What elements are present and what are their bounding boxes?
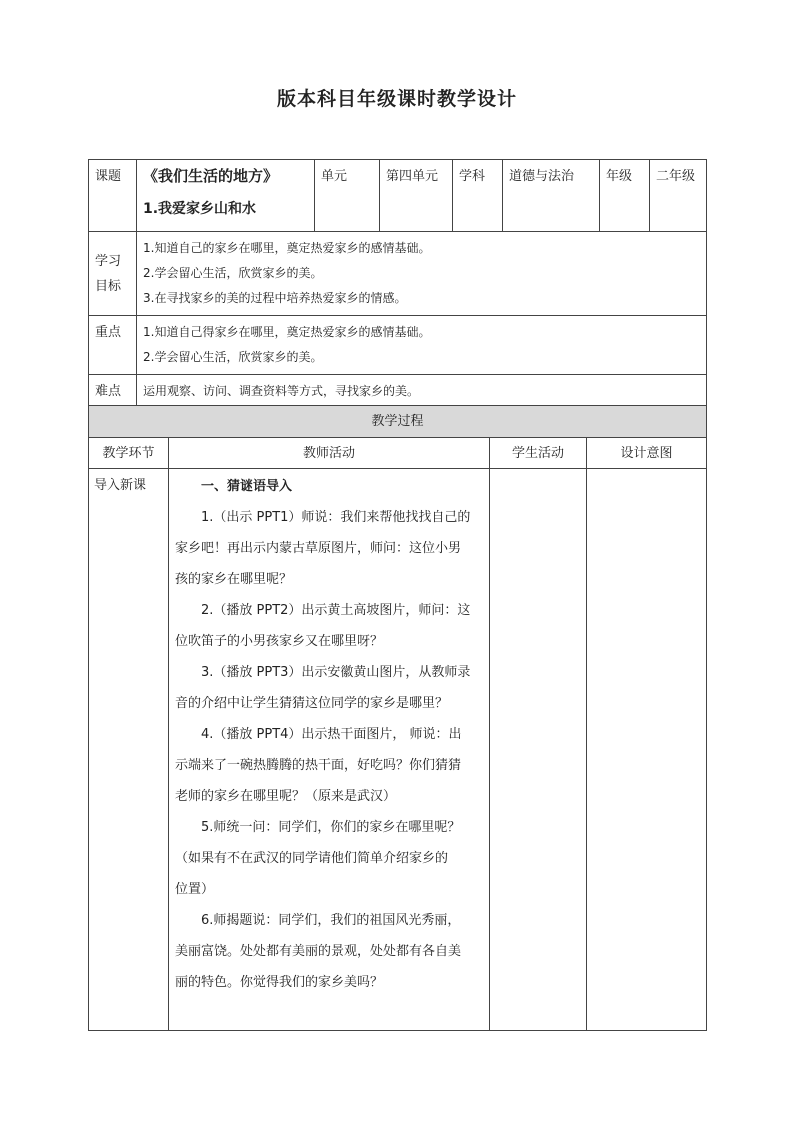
col-student-header: 学生活动 xyxy=(490,438,587,469)
key-points-row xyxy=(89,316,707,375)
col-intent-header: 设计意图 xyxy=(587,438,707,469)
goal-item: 2.学会留心生活，欣赏家乡的美。 xyxy=(143,266,323,280)
stage-name: 导入新课 xyxy=(89,469,169,1031)
key-label: 重点 xyxy=(89,316,137,375)
goal-item: 3.在寻找家乡的美的过程中培养热爱家乡的情感。 xyxy=(143,291,407,305)
grade-value: 二年级 xyxy=(650,160,707,232)
activity-line: 示端来了一碗热腾腾的热干面，好吃吗？你们猜猜 xyxy=(175,758,462,773)
activity-line: 5.师统一问：同学们，你们的家乡在哪里呢？ xyxy=(201,820,461,835)
subject-value: 道德与法治 xyxy=(503,160,600,232)
activity-line: 老师的家乡在哪里呢？（原来是武汉） xyxy=(175,789,397,804)
difficulty-row xyxy=(89,375,707,409)
goals-label xyxy=(89,232,137,316)
student-activity xyxy=(490,469,587,1031)
activity-line: 家乡吧！再出示内蒙古草原图片，师问：这位小男 xyxy=(175,541,462,556)
page-title: 版本科目年级课时教学设计 xyxy=(276,88,517,110)
section-title: 一、猜谜语导入 xyxy=(201,479,293,494)
activity-line: 4.（播放 PPT4）出示热干面图片， 师说：出 xyxy=(201,727,462,742)
col-teacher-header: 教师活动 xyxy=(169,438,490,469)
process-header: 教学过程 xyxy=(89,406,707,438)
activity-line: 6.师揭题说：同学们，我们的祖国风光秀丽， xyxy=(201,913,461,928)
difficulty-label: 难点 xyxy=(89,375,137,409)
goals-content xyxy=(137,232,707,316)
teacher-activity xyxy=(169,469,490,1031)
col-stage-header: 教学环节 xyxy=(89,438,169,469)
lesson-info-table xyxy=(88,159,707,409)
design-intent xyxy=(587,469,707,1031)
unit-label: 单元 xyxy=(315,160,380,232)
activity-line: 位吹笛子的小男孩家乡又在哪里呀？ xyxy=(175,634,384,649)
activity-line: 音的介绍中让学生猜猜这位同学的家乡是哪里？ xyxy=(175,696,449,711)
lesson-name: 1.我爱家乡山和水 xyxy=(143,201,257,217)
unit-value: 第四单元 xyxy=(380,160,453,232)
goal-item: 1.知道自己的家乡在哪里，奠定热爱家乡的感情基础。 xyxy=(143,241,431,255)
topic-name: 《我们生活的地方》 xyxy=(143,167,279,185)
key-points-content xyxy=(137,316,707,375)
activity-line: 位置） xyxy=(175,882,215,897)
key-point-item: 2.学会留心生活，欣赏家乡的美。 xyxy=(143,350,323,364)
grade-label: 年级 xyxy=(600,160,650,232)
goals-row xyxy=(89,232,707,316)
activity-line: （如果有不在武汉的同学请他们简单介绍家乡的 xyxy=(175,851,449,866)
goals-label-line-1: 学习 xyxy=(95,253,122,269)
activity-line: 孩的家乡在哪里呢？ xyxy=(175,572,293,587)
goals-label-line-2: 目标 xyxy=(95,278,122,294)
intro-row xyxy=(89,469,707,1031)
topic-cell xyxy=(137,160,315,232)
column-header-row xyxy=(89,438,707,469)
activity-line: 美丽富饶。处处都有美丽的景观，处处都有各自美 xyxy=(175,944,462,959)
topic-row xyxy=(89,160,707,232)
process-header-row xyxy=(89,406,707,438)
topic-label: 课题 xyxy=(89,160,137,232)
activity-line: 丽的特色。你觉得我们的家乡美吗？ xyxy=(175,975,384,990)
activity-line: 3.（播放 PPT3）出示安徽黄山图片，从教师录 xyxy=(201,665,471,680)
key-point-item: 1.知道自己得家乡在哪里，奠定热爱家乡的感情基础。 xyxy=(143,325,431,339)
teaching-process-table xyxy=(88,405,707,1031)
activity-line: 1.（出示 PPT1）师说：我们来帮他找找自己的 xyxy=(201,510,471,525)
activity-line: 2.（播放 PPT2）出示黄土高坡图片，师问：这 xyxy=(201,603,471,618)
difficulty-content: 运用观察、访问、调查资料等方式，寻找家乡的美。 xyxy=(137,375,707,409)
subject-label: 学科 xyxy=(453,160,503,232)
